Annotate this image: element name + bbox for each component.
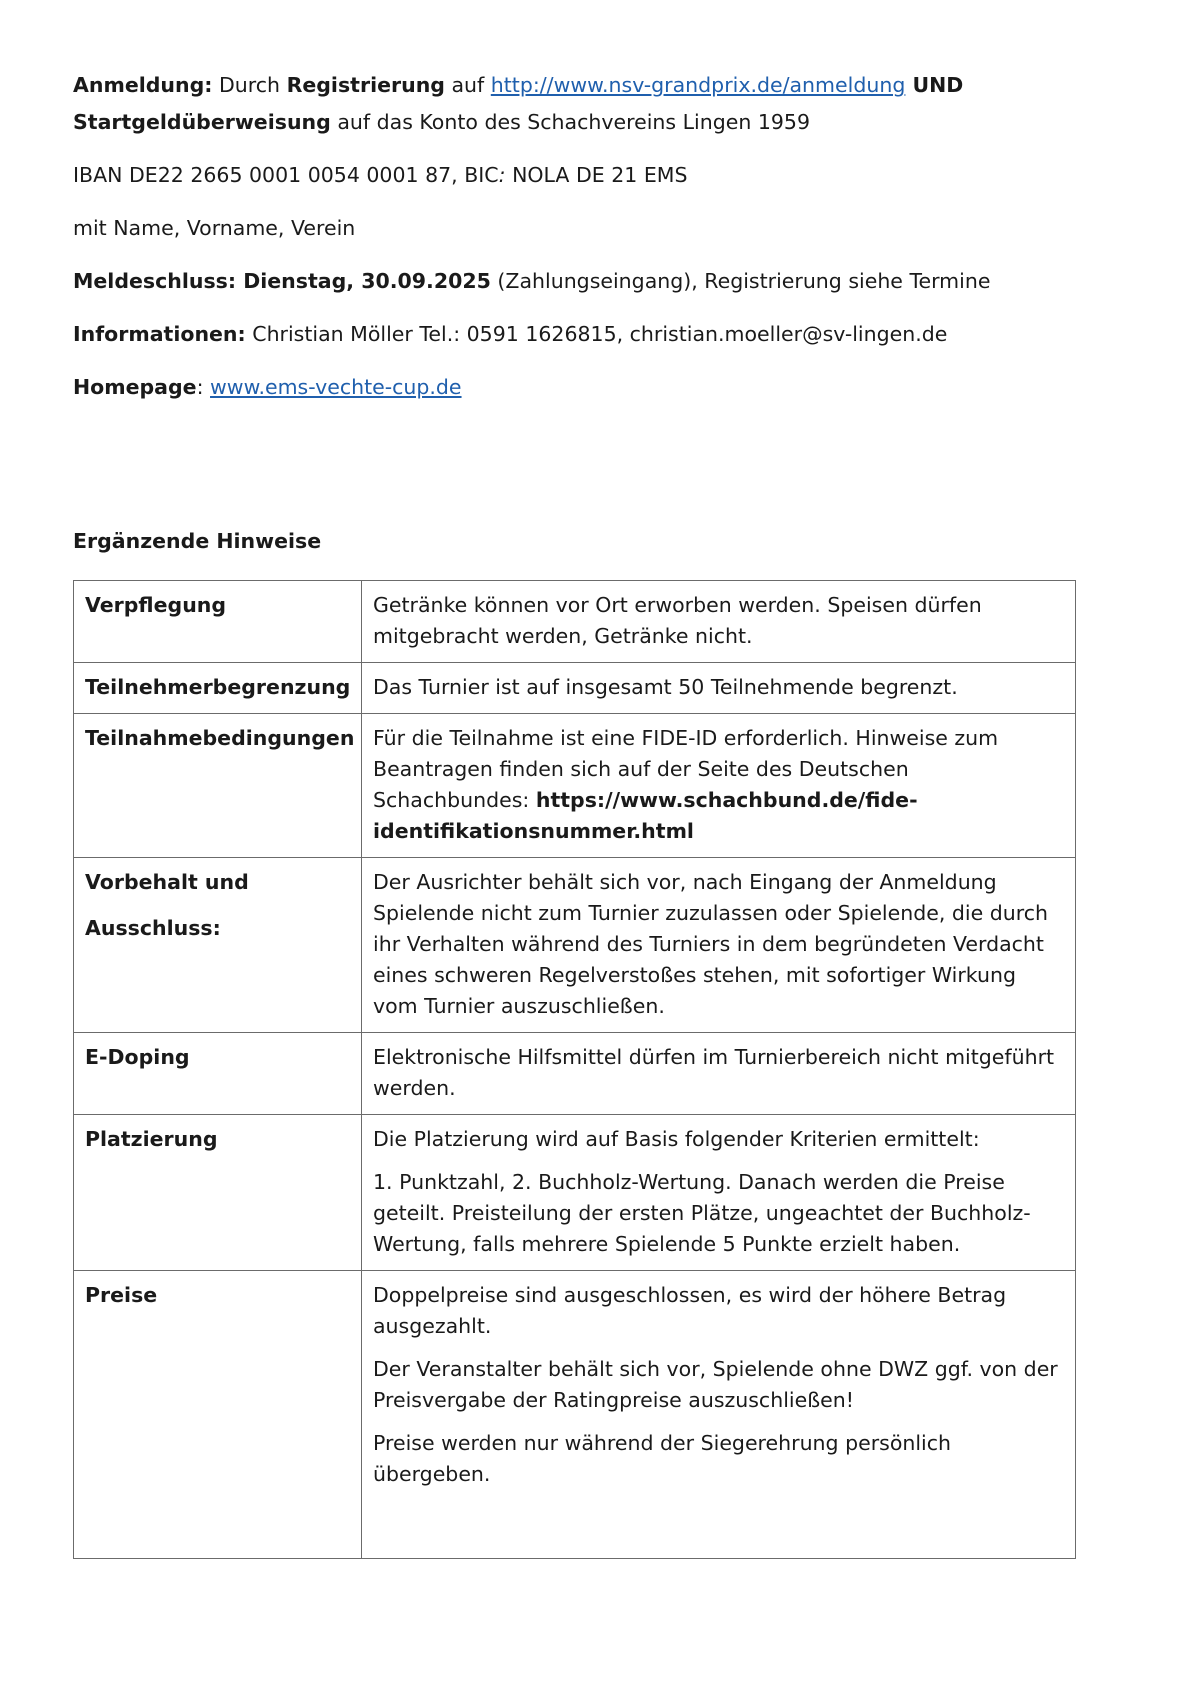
table-row xyxy=(74,663,1076,714)
row-text: 1. Punktzahl, 2. Buchholz-Wertung. Danach werden die Preise geteilt. Preisteilung der ersten Plätze, ungeachtet der Buchholz-Wertung, falls mehrere Spielende 5 Punkte erzielt haben. xyxy=(373,1170,1031,1256)
row-content xyxy=(362,581,1076,663)
hints-table xyxy=(73,580,1076,1559)
registration-line-2 xyxy=(73,107,810,137)
row-text: Der Veranstalter behält sich vor, Spielende ohne DWZ ggf. von der Preisvergabe der Ratingpreise auszuschließen! xyxy=(373,1357,1058,1412)
homepage-link[interactable]: www.ems-vechte-cup.de xyxy=(210,375,462,399)
deadline-line xyxy=(73,266,990,296)
registration-bold: Registrierung xyxy=(286,73,445,97)
table-row xyxy=(74,714,1076,858)
iban-text: IBAN DE22 2665 0001 0054 0001 87, BIC xyxy=(73,163,499,187)
row-content xyxy=(362,1271,1076,1559)
info-text: Christian Möller Tel.: 0591 1626815, christian.moeller@sv-lingen.de xyxy=(245,322,948,346)
row-text: Preise werden nur während der Siegerehrung persönlich übergeben. xyxy=(373,1431,952,1486)
row-text: Der Ausrichter behält sich vor, nach Eingang der Anmeldung Spielende nicht zum Turnier zuzulassen oder Spielende, die durch ihr Verhalten während des Turniers in dem begründeten Verdacht eines schweren Regelverstoßes stehen, mit sofortiger Wirkung vom Turnier auszuschließen. xyxy=(373,870,1048,1018)
row-text: Doppelpreise sind ausgeschlossen, es wird der höhere Betrag ausgezahlt. xyxy=(373,1283,1007,1338)
row-text: Elektronische Hilfsmittel dürfen im Turnierbereich nicht mitgeführt werden. xyxy=(373,1045,1055,1100)
registration-link[interactable]: http://www.nsv-grandprix.de/anmeldung xyxy=(490,73,906,97)
row-text xyxy=(373,723,1065,847)
row-content xyxy=(362,858,1076,1033)
row-label-line-1: Vorbehalt und xyxy=(85,870,249,894)
homepage-label: Homepage xyxy=(73,375,197,399)
row-label: Teilnehmerbegrenzung xyxy=(74,663,362,714)
table-row xyxy=(74,1271,1076,1559)
row-content xyxy=(362,1033,1076,1115)
row-content xyxy=(362,1115,1076,1271)
row-text: Das Turnier ist auf insgesamt 50 Teilnehmende begrenzt. xyxy=(373,675,958,699)
info-line xyxy=(73,319,947,349)
registration-label: Anmeldung: xyxy=(73,73,213,97)
transfer-label: Startgeldüberweisung xyxy=(73,110,331,134)
row-label: Teilnahmebedingungen xyxy=(74,714,362,858)
registration-line-1 xyxy=(73,70,963,100)
registration-text: Durch xyxy=(212,73,287,97)
iban-colon: : xyxy=(498,163,506,187)
info-label: Informationen: xyxy=(73,322,246,346)
bic-text: NOLA DE 21 EMS xyxy=(505,163,688,187)
row-content xyxy=(362,714,1076,858)
homepage-sep: : xyxy=(196,375,211,399)
row-label-line-2: Ausschluss: xyxy=(85,916,221,940)
section-heading: Ergänzende Hinweise xyxy=(73,529,322,553)
row-label: Platzierung xyxy=(74,1115,362,1271)
table-row xyxy=(74,581,1076,663)
table-row xyxy=(74,1033,1076,1115)
transfer-text: auf das Konto des Schachvereins Lingen 1959 xyxy=(330,110,810,134)
homepage-line xyxy=(73,372,462,402)
name-line: mit Name, Vorname, Verein xyxy=(73,216,356,240)
table-row xyxy=(74,1115,1076,1271)
table-row xyxy=(74,858,1076,1033)
deadline-text: (Zahlungseingang), Registrierung siehe Termine xyxy=(490,269,991,293)
deadline-label: Meldeschluss: Dienstag, 30.09.2025 xyxy=(73,269,491,293)
row-label xyxy=(74,858,362,1033)
iban-line xyxy=(73,160,687,190)
registration-und: UND xyxy=(905,73,964,97)
row-text: Getränke können vor Ort erworben werden. Speisen dürfen mitgebracht werden, Getränke nicht. xyxy=(373,593,982,648)
row-label: Verpflegung xyxy=(74,581,362,663)
registration-text-2: auf xyxy=(444,73,491,97)
row-text-part: Für die Teilnahme ist eine FIDE-ID erforderlich. Hinweise zum Beantragen finden sich auf der Seite des Deutschen Schachbundes: xyxy=(373,726,999,812)
row-label: E-Doping xyxy=(74,1033,362,1115)
fide-link[interactable]: https://www.schachbund.de/fide-identifikationsnummer.html xyxy=(373,788,918,843)
row-text: Die Platzierung wird auf Basis folgender Kriterien ermittelt: xyxy=(373,1127,980,1151)
row-content xyxy=(362,663,1076,714)
row-label: Preise xyxy=(74,1271,362,1559)
